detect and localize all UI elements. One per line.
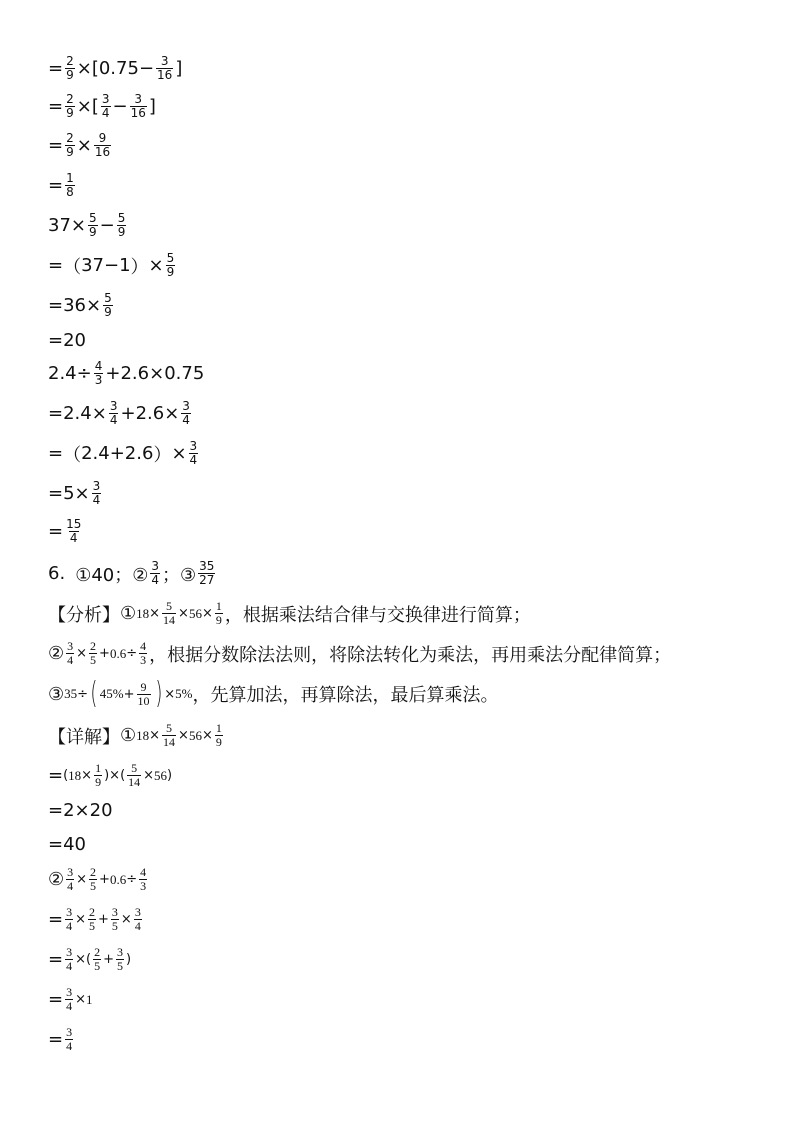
numerator: 2 [66, 54, 74, 68]
denominator: 5 [116, 959, 123, 973]
numerator: 3 [101, 92, 110, 106]
fraction [94, 762, 102, 789]
fraction [65, 1026, 73, 1053]
equals: = [48, 403, 64, 424]
plus-sign: + [98, 912, 109, 927]
number: 0.75 [98, 58, 139, 79]
numerator: 5 [166, 721, 173, 735]
plus-sign: + [99, 646, 110, 661]
times-sign: × [109, 768, 121, 783]
divide-sign: ÷ [76, 363, 92, 384]
numerator: 3 [66, 1025, 73, 1039]
calc-line-4 [48, 172, 77, 199]
numerator: 5 [166, 599, 173, 613]
calc-line-5 [48, 212, 128, 239]
divide-sign: ÷ [126, 872, 138, 887]
number: 2 [63, 800, 75, 821]
bracket: [ [91, 96, 99, 117]
numerator: 4 [94, 359, 103, 373]
fraction [88, 906, 96, 933]
fraction [88, 212, 98, 239]
paren: ) [104, 768, 110, 783]
times-sign: × [86, 295, 102, 316]
numerator: 1 [215, 599, 222, 613]
fraction [89, 640, 97, 667]
numerator: 3 [182, 399, 190, 413]
answer-text: ①40；② [75, 564, 149, 586]
fraction [166, 252, 176, 279]
fraction [65, 132, 75, 159]
times-sign: × [76, 646, 88, 661]
plus-sign: + [99, 872, 110, 887]
equals: = [48, 330, 64, 351]
number: 0.6 [109, 871, 127, 887]
detail-step-6 [48, 986, 93, 1013]
answer-text: ；③ [162, 564, 197, 586]
detail-step-4 [48, 906, 144, 933]
numerator: 3 [111, 905, 118, 919]
detail-tag: 【详解】 [48, 726, 120, 748]
fraction [65, 906, 73, 933]
expression: 37−1 [81, 255, 131, 276]
numerator: 2 [66, 131, 74, 145]
denominator: 4 [109, 413, 118, 427]
denominator: 9 [117, 225, 126, 239]
fraction [130, 93, 147, 120]
fraction [109, 400, 119, 427]
detail-step-2 [48, 800, 113, 821]
equals: = [48, 175, 64, 196]
times-sign: × [143, 768, 155, 783]
plus-sign: + [105, 363, 121, 384]
numerator: 3 [67, 865, 74, 879]
denominator: 9 [89, 225, 97, 239]
circle-number: ② [48, 869, 65, 890]
denominator: 4 [182, 413, 190, 427]
fraction [65, 93, 75, 120]
detail-step-5 [48, 946, 131, 973]
denominator: 4 [151, 573, 160, 587]
percent: 5% [175, 686, 193, 701]
plus-sign: + [103, 952, 114, 967]
equals: = [48, 255, 64, 276]
denominator: 9 [66, 68, 74, 82]
number: 2.6 [120, 363, 150, 384]
denominator: 14 [163, 735, 176, 749]
denominator: 16 [130, 106, 146, 120]
numerator: 2 [66, 92, 74, 106]
number: 56 [188, 727, 202, 743]
fraction [181, 400, 191, 427]
percent: 45% [99, 686, 124, 701]
expression: 2.4+2.6 [81, 443, 154, 464]
analysis-text: ，根据分数除法法则，将除法转化为乘法，再用乘法分配律简算； [149, 644, 672, 666]
number: 56 [154, 767, 168, 783]
number: 36 [63, 295, 86, 316]
divide-sign: ÷ [126, 646, 138, 661]
fraction [65, 986, 73, 1013]
denominator: 5 [89, 919, 95, 933]
bracket: [ [91, 58, 99, 79]
paren: ） [153, 444, 172, 466]
fraction [139, 866, 147, 893]
number: 35 [64, 686, 78, 701]
numerator: 3 [151, 559, 160, 573]
times-sign: × [81, 768, 93, 783]
times-sign: × [75, 952, 86, 967]
fraction [111, 906, 119, 933]
numerator: 1 [66, 171, 74, 185]
denominator: 4 [92, 493, 101, 507]
equals: = [48, 58, 64, 79]
equals: = [48, 989, 64, 1010]
times-sign: × [201, 728, 213, 743]
denominator: 4 [66, 959, 73, 973]
denominator: 3 [140, 879, 147, 893]
equals: = [48, 443, 64, 464]
analysis-line-2 [48, 640, 671, 667]
denominator: 27 [199, 573, 215, 587]
fraction [137, 681, 151, 708]
fraction [65, 55, 75, 82]
number: 37 [48, 215, 71, 236]
paren: ( [120, 768, 126, 783]
analysis-line-3 [48, 676, 499, 711]
denominator: 9 [66, 106, 74, 120]
denominator: 4 [66, 919, 73, 933]
fraction [93, 946, 101, 973]
fraction [101, 93, 111, 120]
number: 18 [136, 605, 150, 621]
fraction [156, 55, 173, 82]
numerator: 2 [89, 905, 95, 919]
numerator: 15 [66, 517, 82, 531]
numerator: 3 [66, 985, 73, 999]
numerator: 2 [90, 865, 97, 879]
numerator: 3 [160, 54, 169, 68]
minus-sign: − [99, 215, 115, 236]
times-sign: × [120, 912, 132, 927]
number: 2.6 [135, 403, 165, 424]
number: 1 [86, 991, 93, 1007]
detail-line-2 [48, 866, 149, 893]
equals: = [48, 765, 64, 786]
fraction [66, 640, 74, 667]
denominator: 9 [104, 305, 112, 319]
question-6-answer [48, 560, 217, 587]
circle-number: ② [48, 643, 65, 664]
fraction [89, 866, 97, 893]
numerator: 3 [116, 945, 123, 959]
analysis-line-1 [48, 600, 531, 627]
denominator: 4 [134, 919, 141, 933]
times-sign: × [201, 606, 213, 621]
calc-line-13 [48, 518, 84, 545]
calc-line-2 [48, 93, 156, 120]
denominator: 4 [66, 999, 73, 1013]
fraction [92, 480, 102, 507]
denominator: 9 [215, 735, 222, 749]
numerator: 4 [140, 639, 147, 653]
equals: = [48, 834, 64, 855]
times-sign: × [149, 363, 165, 384]
denominator: 4 [69, 531, 78, 545]
analysis-tag: 【分析】 [48, 604, 120, 626]
paren: ( [86, 952, 92, 967]
equals: = [48, 800, 64, 821]
minus-sign: − [138, 58, 155, 79]
fraction [94, 360, 104, 387]
denominator: 14 [163, 613, 176, 627]
times-sign: × [178, 728, 189, 743]
fraction [65, 518, 82, 545]
times-sign: × [164, 403, 180, 424]
numerator: 9 [140, 679, 147, 694]
numerator: 1 [215, 721, 222, 735]
numerator: 5 [104, 291, 112, 305]
fraction [94, 132, 111, 159]
numerator: 9 [98, 131, 107, 145]
question-number: 6. [48, 563, 66, 584]
fraction [139, 640, 147, 667]
fraction [65, 946, 73, 973]
fraction [66, 866, 74, 893]
denominator: 16 [94, 145, 111, 159]
fraction [65, 172, 75, 199]
numerator: 35 [199, 559, 215, 573]
circle-number: ③ [48, 683, 65, 705]
calc-line-10 [48, 400, 193, 427]
equals: = [48, 1029, 64, 1050]
detail-step-3 [48, 834, 86, 855]
fraction [198, 560, 215, 587]
numerator: 3 [67, 639, 74, 653]
paren: ) [154, 676, 162, 711]
times-sign: × [76, 58, 92, 79]
number: 5 [63, 483, 75, 504]
equals: = [48, 949, 64, 970]
number: 20 [89, 800, 113, 821]
fraction [215, 600, 223, 627]
detail-step-1 [48, 762, 172, 789]
denominator: 3 [140, 653, 147, 667]
paren: （ [63, 256, 82, 278]
times-sign: × [76, 96, 92, 117]
denominator: 5 [90, 879, 97, 893]
paren: ( [63, 768, 69, 783]
calc-line-8 [48, 330, 86, 351]
denominator: 9 [66, 145, 74, 159]
plus-sign: + [120, 403, 136, 424]
denominator: 4 [189, 453, 198, 467]
times-sign: × [76, 135, 92, 156]
bracket: ] [175, 58, 183, 79]
paren: （ [63, 444, 82, 466]
numerator: 3 [189, 439, 198, 453]
number: 2.4 [48, 363, 77, 384]
numerator: 3 [92, 479, 101, 493]
number: 0.6 [109, 645, 127, 661]
number: 56 [188, 605, 202, 621]
numerator: 3 [134, 92, 143, 106]
circle-number: ① [120, 725, 137, 746]
detail-step-7 [48, 1026, 75, 1053]
number: 0.75 [164, 363, 205, 384]
denominator: 4 [67, 879, 74, 893]
minus-sign: − [112, 96, 128, 117]
calc-line-1 [48, 55, 182, 82]
times-sign: × [70, 215, 86, 236]
equals: = [48, 521, 64, 542]
denominator: 9 [166, 265, 175, 279]
analysis-text: ，根据乘法结合律与交换律进行简算； [224, 604, 531, 626]
equals: = [48, 483, 64, 504]
fraction [127, 762, 141, 789]
divide-sign: ÷ [77, 686, 89, 702]
equals: = [48, 909, 64, 930]
paren: ） [130, 256, 149, 278]
times-sign: × [178, 606, 189, 621]
number: 18 [68, 767, 82, 783]
times-sign: × [149, 606, 161, 621]
numerator: 5 [131, 761, 138, 775]
number: 20 [63, 330, 86, 351]
numerator: 4 [140, 865, 147, 879]
denominator: 9 [215, 613, 222, 627]
calc-line-7 [48, 292, 115, 319]
fraction [134, 906, 142, 933]
numerator: 5 [117, 211, 126, 225]
calc-line-9 [48, 360, 204, 387]
numerator: 1 [95, 761, 102, 775]
numerator: 3 [66, 905, 73, 919]
times-sign: × [171, 443, 187, 464]
fraction [117, 212, 127, 239]
fraction [162, 600, 176, 627]
equals: = [48, 295, 64, 316]
number: 40 [63, 834, 86, 855]
plus-sign: + [123, 686, 135, 702]
equals: = [48, 135, 64, 156]
times-sign: × [74, 800, 90, 821]
calc-line-12 [48, 480, 103, 507]
detail-line-1 [48, 722, 225, 749]
denominator: 4 [67, 653, 74, 667]
numerator: 3 [134, 905, 141, 919]
paren: ( [90, 676, 98, 711]
fraction [189, 440, 199, 467]
calc-line-6 [48, 252, 177, 279]
denominator: 3 [94, 373, 103, 387]
circle-number: ① [120, 603, 137, 624]
equals: = [48, 96, 64, 117]
denominator: 5 [111, 919, 118, 933]
times-sign: × [148, 255, 164, 276]
denominator: 14 [128, 775, 141, 789]
numerator: 2 [90, 639, 97, 653]
paren: ) [125, 952, 132, 967]
fraction [103, 292, 113, 319]
times-sign: × [91, 403, 107, 424]
fraction [215, 722, 223, 749]
numerator: 3 [109, 399, 118, 413]
denominator: 10 [137, 693, 150, 708]
times-sign: × [149, 728, 161, 743]
calc-line-11 [48, 440, 200, 467]
denominator: 4 [101, 106, 110, 120]
denominator: 16 [157, 68, 173, 82]
numerator: 5 [166, 251, 175, 265]
denominator: 5 [94, 959, 101, 973]
fraction [162, 722, 176, 749]
times-sign: × [75, 912, 86, 927]
calc-line-3 [48, 132, 113, 159]
paren: ) [167, 768, 173, 783]
numerator: 2 [94, 945, 101, 959]
bracket: ] [148, 96, 156, 117]
times-sign: × [74, 483, 90, 504]
number: 2.4 [63, 403, 92, 424]
times-sign: × [75, 992, 86, 1007]
fraction [150, 560, 160, 587]
denominator: 5 [90, 653, 97, 667]
numerator: 3 [66, 945, 73, 959]
fraction [116, 946, 124, 973]
denominator: 9 [95, 775, 102, 789]
denominator: 4 [66, 1039, 73, 1053]
times-sign: × [76, 872, 88, 887]
numerator: 5 [89, 211, 97, 225]
times-sign: × [164, 686, 176, 702]
number: 18 [136, 727, 150, 743]
analysis-text: ，先算加法，再算除法，最后算乘法。 [192, 685, 499, 706]
denominator: 8 [66, 185, 74, 199]
